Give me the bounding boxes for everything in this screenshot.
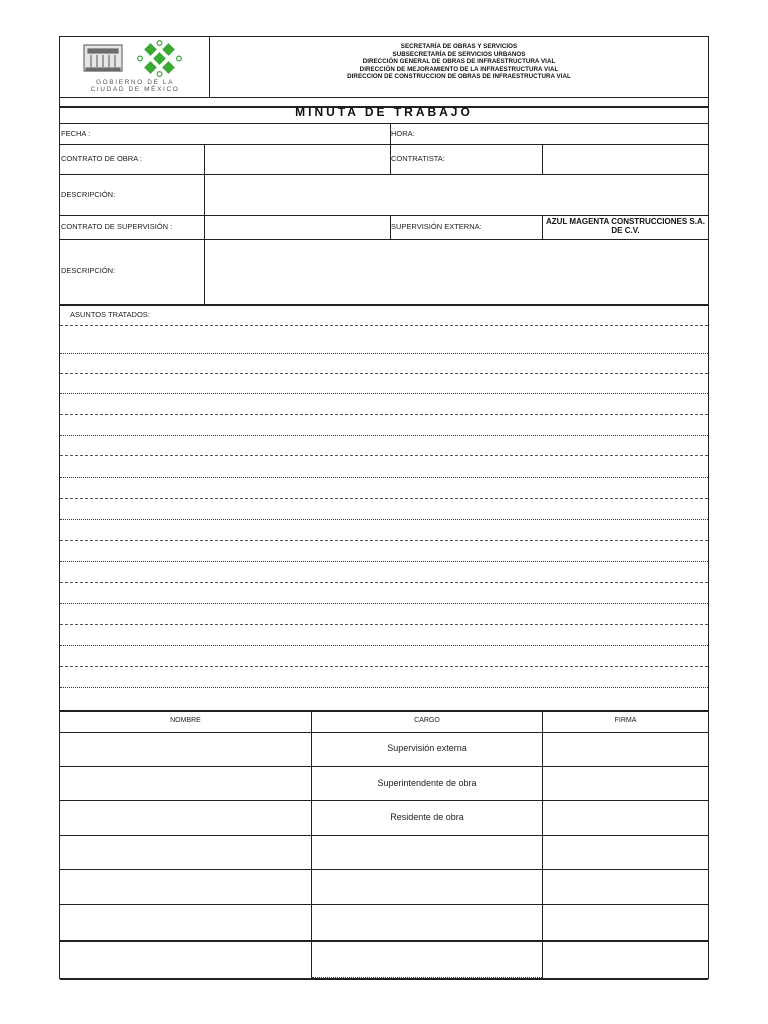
nombre-cell-7[interactable]	[60, 942, 310, 978]
supervision-externa-value-line2: DE C.V.	[611, 226, 640, 235]
contrato-supervision-label: CONTRATO DE SUPERVISIÓN :	[61, 222, 173, 231]
nombre-cell-5[interactable]	[60, 870, 310, 904]
cargo-cell-2: Superintendente de obra	[377, 778, 477, 788]
contrato-supervision-field[interactable]	[205, 216, 389, 238]
firma-cell-6[interactable]	[543, 905, 708, 940]
descripcion-supervision-label: DESCRIPCIÓN:	[61, 266, 116, 275]
minuta-form	[59, 36, 709, 979]
header-line-2: SUBSECRETARÍA DE SERVICIOS URBANOS	[392, 50, 526, 58]
descripcion-obra-label: DESCRIPCIÓN:	[61, 190, 116, 199]
firma-cell-2[interactable]	[543, 767, 708, 800]
descripcion-obra-field[interactable]	[205, 175, 708, 214]
contrato-obra-label: CONTRATO DE OBRA :	[61, 154, 142, 163]
cargo-column-header: CARGO	[414, 717, 440, 724]
firma-column-header: FIRMA	[614, 717, 637, 724]
contratista-field[interactable]	[543, 145, 708, 173]
logo-area	[60, 37, 210, 97]
firma-cell-1[interactable]	[543, 733, 708, 765]
header-line-4: DIRECCIÓN DE MEJORAMIENTO DE LA INFRAESTRUCTURA VIAL	[359, 65, 559, 73]
cargo-cell-1: Supervisión externa	[387, 743, 467, 753]
descripcion-supervision-field[interactable]	[205, 240, 708, 303]
page-title: MINUTA DE TRABAJO	[295, 105, 473, 119]
supervision-externa-label: SUPERVISIÓN EXTERNA:	[391, 222, 482, 231]
hora-label: HORA:	[391, 129, 415, 138]
asuntos-tratados-area[interactable]	[60, 326, 708, 710]
logo-text-line1: GOBIERNO DE LA	[95, 79, 175, 86]
header-line-1: SECRETARÍA DE OBRAS Y SERVICIOS	[400, 43, 518, 50]
building-emblem-icon	[84, 45, 122, 71]
firma-cell-3[interactable]	[543, 801, 708, 835]
nombre-cell-3[interactable]	[60, 801, 310, 835]
firma-cell-5[interactable]	[543, 870, 708, 904]
header-line-3: DIRECCIÓN GENERAL DE OBRAS DE INFRAESTRUCTURA VIAL	[362, 58, 556, 66]
fecha-label: FECHA :	[61, 129, 91, 138]
nombre-cell-1[interactable]	[60, 733, 310, 765]
cdmx-emblem-icon	[138, 41, 182, 77]
nombre-cell-6[interactable]	[60, 905, 310, 940]
supervision-externa-value	[543, 217, 708, 235]
header-agency-text	[210, 43, 708, 81]
logo-text-line2: CIUDAD DE MÉXICO	[90, 86, 180, 93]
nombre-column-header: NOMBRE	[170, 717, 201, 724]
nombre-cell-2[interactable]	[60, 767, 310, 800]
firma-cell-4[interactable]	[543, 836, 708, 869]
contrato-obra-field[interactable]	[205, 145, 389, 173]
firma-cell-7[interactable]	[543, 942, 708, 978]
contratista-label: CONTRATISTA:	[391, 154, 445, 163]
government-logo	[60, 37, 210, 97]
header-line-5: DIRECCION DE CONSTRUCCION DE OBRAS DE INFRAESTRUCTURA VIAL	[347, 73, 571, 81]
supervision-externa-value-line1: AZUL MAGENTA CONSTRUCCIONES S.A.	[546, 217, 705, 226]
nombre-cell-4[interactable]	[60, 836, 310, 869]
cargo-cell-3: Residente de obra	[390, 812, 464, 822]
asuntos-tratados-label: ASUNTOS TRATADOS:	[70, 310, 150, 319]
